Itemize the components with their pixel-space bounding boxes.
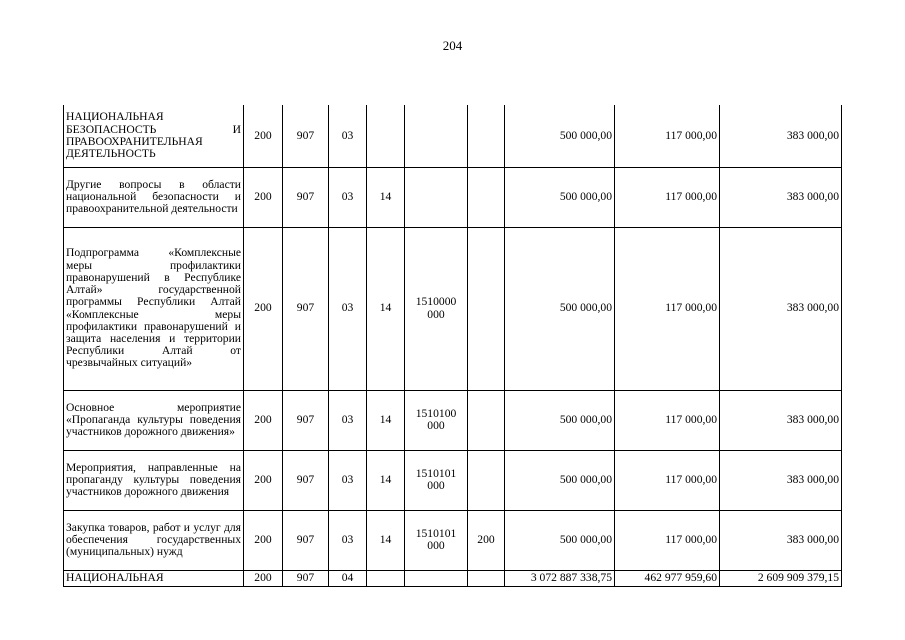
amount-cell: 500 000,00 <box>505 227 615 390</box>
amount-cell: 500 000,00 <box>505 450 615 510</box>
row-name: Основное мероприятие «Пропаганда культуры поведения участников дорожного движения» <box>64 390 244 450</box>
row-name: Мероприятия, направленные на пропаганду культуры поведения участников дорожного движения <box>64 450 244 510</box>
amount-cell: 117 000,00 <box>615 105 720 167</box>
target-article-cell <box>405 227 468 390</box>
target-article-cell <box>405 105 468 167</box>
row-name: НАЦИОНАЛЬНАЯ БЕЗОПАСНОСТЬ И ПРАВООХРАНИТЕЛЬНАЯ ДЕЯТЕЛЬНОСТЬ <box>64 105 244 167</box>
table-row <box>64 510 842 570</box>
code-cell: 907 <box>283 510 329 570</box>
row-name: Подпрограмма «Комплексные меры профилактики правонарушений в Республике Алтай» государственной программы Республики Алтай «Комплексные меры профилактики правонарушений и защита населения и территории Республики Алтай от чрезвычайных ситуаций» <box>64 227 244 390</box>
target-article-cell <box>405 167 468 227</box>
code-cell <box>468 105 505 167</box>
target-article-part: 000 <box>427 419 445 432</box>
code-cell <box>367 570 405 586</box>
target-article-part: 000 <box>427 307 445 321</box>
amount-cell: 500 000,00 <box>505 167 615 227</box>
table-row <box>64 390 842 450</box>
amount-cell: 383 000,00 <box>720 510 842 570</box>
amount-cell: 500 000,00 <box>505 390 615 450</box>
table-row <box>64 167 842 227</box>
code-cell: 907 <box>283 450 329 510</box>
code-cell <box>367 105 405 167</box>
table-row <box>64 227 842 390</box>
code-cell: 03 <box>329 450 367 510</box>
code-cell: 03 <box>329 167 367 227</box>
target-article-cell <box>405 510 468 570</box>
target-article-part: 000 <box>427 479 445 492</box>
budget-table <box>63 105 842 587</box>
code-cell: 907 <box>283 227 329 390</box>
amount-cell: 2 609 909 379,15 <box>720 570 842 586</box>
code-cell: 200 <box>244 450 283 510</box>
target-article-part: 1510101 <box>415 466 457 480</box>
code-cell: 200 <box>244 105 283 167</box>
row-name: Закупка товаров, работ и услуг для обеспечения государственных (муниципальных) нужд <box>64 510 244 570</box>
code-cell: 03 <box>329 510 367 570</box>
table-row <box>64 450 842 510</box>
target-article-part: 1510000 <box>415 295 457 309</box>
target-article-cell <box>405 570 468 586</box>
amount-cell: 383 000,00 <box>720 105 842 167</box>
code-cell: 14 <box>367 227 405 390</box>
amount-cell: 462 977 959,60 <box>615 570 720 586</box>
target-article-cell <box>405 390 468 450</box>
amount-cell: 383 000,00 <box>720 227 842 390</box>
amount-cell: 117 000,00 <box>615 167 720 227</box>
page-number: 204 <box>442 38 463 53</box>
code-cell: 04 <box>329 570 367 586</box>
code-cell: 907 <box>283 570 329 586</box>
code-cell <box>468 450 505 510</box>
code-cell: 14 <box>367 390 405 450</box>
amount-cell: 383 000,00 <box>720 167 842 227</box>
row-name: НАЦИОНАЛЬНАЯ <box>64 570 244 586</box>
code-cell: 14 <box>367 167 405 227</box>
target-article-part: 000 <box>427 539 445 552</box>
target-article-part: 1510101 <box>415 526 457 540</box>
code-cell: 14 <box>367 450 405 510</box>
row-name: Другие вопросы в области национальной безопасности и правоохранительной деятельности <box>64 167 244 227</box>
code-cell: 200 <box>244 570 283 586</box>
target-article-cell <box>405 450 468 510</box>
code-cell: 200 <box>244 510 283 570</box>
code-cell: 907 <box>283 167 329 227</box>
amount-cell: 383 000,00 <box>720 450 842 510</box>
amount-cell: 117 000,00 <box>615 227 720 390</box>
amount-cell: 3 072 887 338,75 <box>505 570 615 586</box>
code-cell <box>468 390 505 450</box>
code-cell: 200 <box>244 227 283 390</box>
code-cell: 200 <box>244 390 283 450</box>
amount-cell: 117 000,00 <box>615 510 720 570</box>
target-article-part: 1510100 <box>415 406 457 420</box>
amount-cell: 117 000,00 <box>615 450 720 510</box>
table-row <box>64 105 842 167</box>
code-cell: 907 <box>283 105 329 167</box>
code-cell: 907 <box>283 390 329 450</box>
code-cell <box>468 167 505 227</box>
code-cell <box>468 570 505 586</box>
table-row <box>64 570 842 586</box>
code-cell: 03 <box>329 390 367 450</box>
code-cell: 03 <box>329 227 367 390</box>
code-cell: 14 <box>367 510 405 570</box>
amount-cell: 117 000,00 <box>615 390 720 450</box>
amount-cell: 500 000,00 <box>505 105 615 167</box>
code-cell: 03 <box>329 105 367 167</box>
code-cell: 200 <box>244 167 283 227</box>
amount-cell: 500 000,00 <box>505 510 615 570</box>
code-cell <box>468 227 505 390</box>
amount-cell: 383 000,00 <box>720 390 842 450</box>
code-cell: 200 <box>468 510 505 570</box>
